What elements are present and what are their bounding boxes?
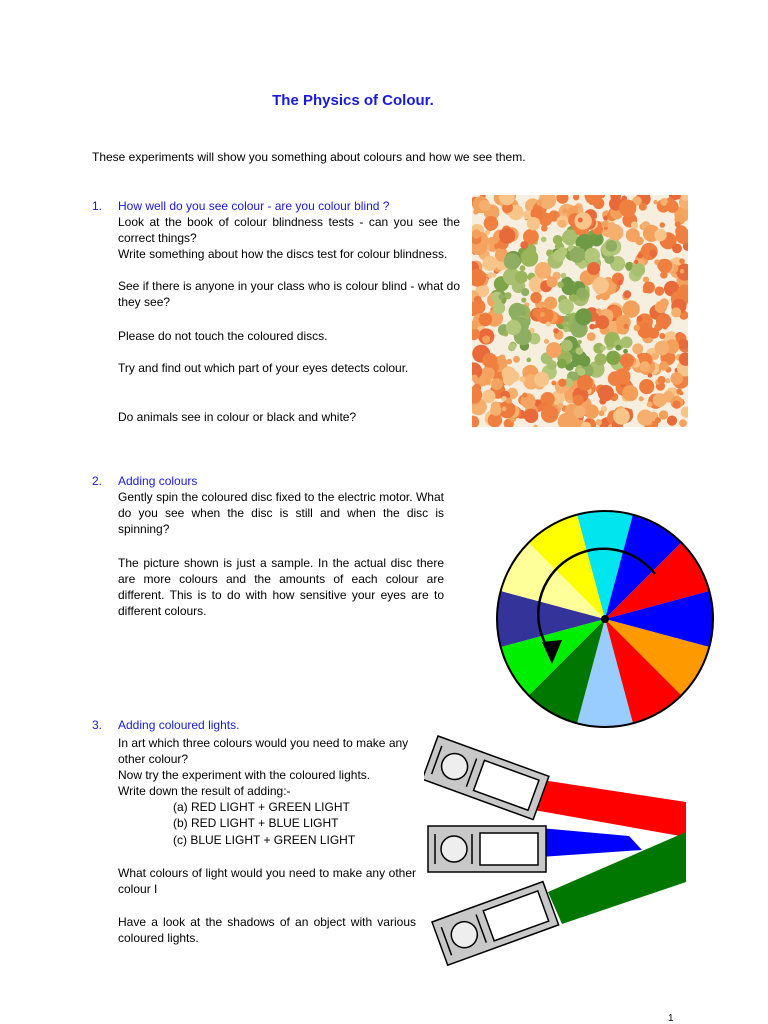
test-dot [648,373,653,378]
test-dot [656,313,671,328]
test-dot [520,241,528,249]
test-dot [519,376,525,382]
section-3-item-b: (b) RED LIGHT + BLUE LIGHT [173,816,339,830]
section-3-para-4: What colours of light would you need to make any other colour I [118,866,416,896]
test-dot [491,401,501,411]
test-dot [553,328,559,334]
test-dot [526,358,531,363]
test-dot [637,253,642,258]
red-torch [424,736,549,820]
test-dot [557,282,563,288]
test-dot [659,361,669,371]
test-dot [655,301,667,313]
test-dot [600,345,606,351]
section-3-para-3: Write down the result of adding:- [118,784,291,798]
test-dot [579,355,591,367]
test-dot [571,359,579,367]
test-dot [502,406,507,411]
test-dot [499,355,506,362]
section-1-number: 1. [92,199,103,213]
test-dot [472,229,481,238]
section-1-para-4: Please do not touch the coloured discs. [118,329,328,343]
test-dot [599,410,605,416]
test-dot [672,400,680,408]
test-dot [631,263,645,277]
test-dot [520,265,526,271]
intro-text: These experiments will show you something about colours and how we see them. [92,150,526,164]
test-dot [521,288,529,296]
section-3-para-1: In art which three colours would you need to make any other colour? [118,736,409,766]
test-dot [578,340,582,344]
test-dot [602,221,609,228]
section-1-para-3: See if there is anyone in your class who is colour blind - what do they see? [118,279,460,309]
test-dot [655,417,661,423]
test-dot [596,308,602,314]
test-dot [563,327,568,332]
test-dot [634,325,641,332]
test-dot [613,408,630,425]
test-dot [573,395,584,406]
test-dot [532,309,540,317]
test-dot [479,200,490,211]
test-dot [479,313,493,327]
test-dot [578,218,583,223]
test-dot [481,367,494,380]
section-3-para-2: Now try the experiment with the coloured lights. [118,768,371,782]
test-dot [659,333,665,339]
section-1-para-6: Do animals see in colour or black and white? [118,410,357,424]
section-3-item-c: (c) BLUE LIGHT + GREEN LIGHT [173,833,356,847]
test-dot [507,359,513,365]
page-title: The Physics of Colour. [272,92,434,109]
test-dot [573,406,585,418]
test-dot [473,209,478,214]
test-dot [561,273,567,279]
test-dot [493,302,506,315]
test-dot [504,292,511,299]
test-dot [619,200,637,218]
section-2-heading: Adding colours [118,474,198,488]
blue-light-beam [540,828,642,857]
test-dot [574,212,591,229]
test-dot [499,228,515,244]
test-dot [587,262,600,275]
test-dot [484,378,491,385]
test-dot [640,361,651,372]
test-dot [584,248,600,264]
section-1-para-5: Try and find out which part of your eyes detects colour. [118,361,409,375]
test-dot [492,273,497,278]
test-dot [592,277,609,294]
blue-torch [428,826,546,872]
section-2-para-1: Gently spin the coloured disc fixed to the electric motor. What do you see when the disc is still and when the disc is spinning? [118,490,444,536]
test-dot [654,229,666,241]
test-dot [671,307,681,317]
test-dot [620,353,634,367]
test-dot [665,378,670,383]
test-dot [536,199,542,205]
test-dot [498,294,504,300]
test-dot [506,320,521,335]
test-dot [561,340,573,352]
red-light-beam [534,780,686,837]
page-number: 1 [668,1013,674,1024]
test-dot [632,343,643,354]
test-dot [557,359,567,369]
test-dot [616,315,631,330]
test-dot [637,316,643,322]
test-dot [547,360,557,370]
test-dot [595,315,609,329]
test-dot [546,322,551,327]
section-1-heading: How well do you see colour - are you colour blind ? [118,199,390,213]
test-dot [643,282,655,294]
test-dot [637,323,653,339]
test-dot [637,410,653,426]
section-2-para-2: The picture shown is just a sample. In the actual disc there are more colours and the amounts of each colour are different. This is to do with how sensitive your eyes are to different colours. [118,556,444,618]
test-dot [615,345,621,351]
section-1-para-2: Write something about how the discs test for colour blindness. [118,247,448,261]
colour-wheel-image [490,504,720,734]
test-dot [652,353,659,360]
test-dot [667,416,677,426]
test-dot [527,217,540,230]
test-dot [587,332,596,341]
test-dot [521,298,526,303]
test-dot [639,379,654,394]
test-dot [577,368,585,376]
test-dot [606,240,618,252]
test-dot [635,237,644,246]
test-dot [584,404,598,418]
test-dot [675,221,681,227]
test-dot [524,409,538,423]
coloured-lights-image [424,732,690,972]
test-dot [680,269,685,274]
test-dot [569,247,585,263]
test-dot [608,371,623,386]
test-dot [523,367,528,372]
test-dot [658,376,666,384]
test-dot [541,237,547,243]
test-dot [558,220,566,228]
test-dot [577,207,583,213]
test-dot [649,250,657,258]
test-dot [622,385,638,401]
test-dot [639,396,644,401]
test-dot [521,249,539,267]
test-dot [515,271,528,284]
test-dot [544,339,549,344]
test-dot [559,299,574,314]
test-dot [547,277,558,288]
test-dot [553,250,566,263]
test-dot [535,262,552,279]
test-dot [576,347,584,355]
test-dot [546,342,562,358]
test-dot [558,403,564,409]
section-3-para-5: Have a look at the shadows of an object with various coloured lights. [118,915,416,945]
test-dot [530,292,541,303]
test-dot [653,200,657,204]
test-dot [482,336,490,344]
test-dot [666,200,679,213]
section-3-heading: Adding coloured lights. [118,718,240,732]
test-dot [568,388,573,393]
test-dot [595,419,602,426]
test-dot [541,405,559,423]
test-dot [606,351,620,365]
section-1-para-1: Look at the book of colour blindness tests - can you see the correct things? [118,215,460,245]
test-dot [558,379,566,387]
test-dot [551,381,556,386]
test-dot [617,280,623,286]
test-dot [679,258,685,264]
test-dot [631,221,638,228]
test-dot [576,288,587,299]
test-dot [624,324,629,329]
colour-blindness-test-image [472,195,688,427]
test-dot [658,287,664,293]
test-dot [575,308,592,325]
test-dot [658,259,672,273]
test-dot [482,390,495,403]
test-dot [660,222,666,228]
test-dot [556,236,562,242]
test-dot [509,343,516,350]
test-dot [595,353,607,365]
test-dot [670,372,683,385]
test-dot [623,290,631,298]
test-dot [483,353,498,368]
test-dot [508,371,519,382]
test-dot [577,375,593,391]
section-2-number: 2. [92,474,103,488]
test-dot [522,393,527,398]
test-dot [541,225,548,232]
green-torch [432,882,559,966]
test-dot [544,297,557,310]
test-dot [507,254,520,267]
test-dot [598,385,614,401]
test-dot [484,216,499,231]
test-dot [562,208,567,213]
test-dot [676,389,682,395]
test-dot [483,256,498,271]
test-dot [474,296,482,304]
test-dot [534,372,549,387]
test-dot [506,398,512,404]
wheel-hub [601,615,609,623]
section-3-number: 3. [92,718,103,732]
test-dot [623,349,628,354]
test-dot [564,315,570,321]
test-dot [672,244,682,254]
test-dot [608,225,624,241]
test-dot [639,203,647,211]
section-3-item-a: (a) RED LIGHT + GREEN LIGHT [173,800,350,814]
test-dot [491,378,503,390]
test-dot [634,260,638,264]
test-dot [653,393,667,407]
test-dot [679,419,687,427]
test-dot [513,356,520,363]
test-dot [647,401,653,407]
